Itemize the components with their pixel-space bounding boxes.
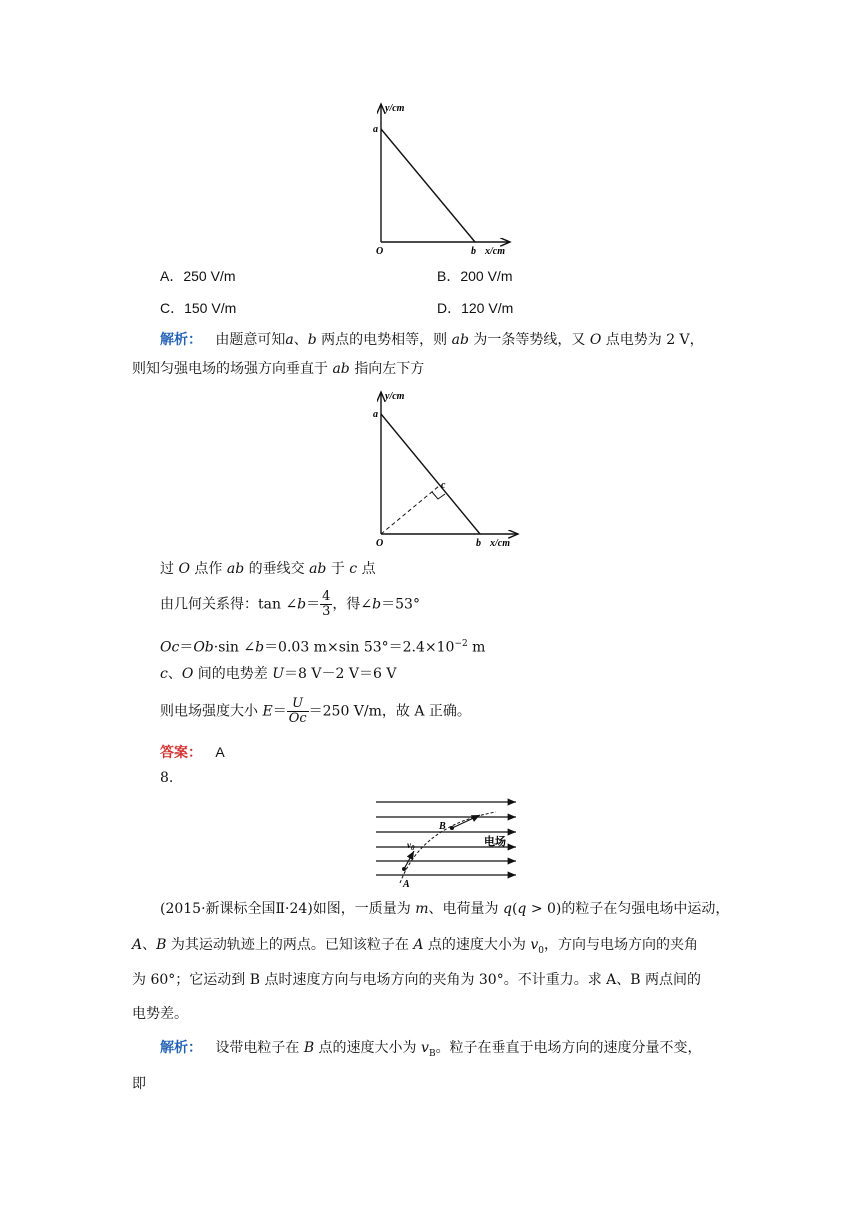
field-label: 电场 xyxy=(484,836,506,848)
q8-line3: 为 60°；它运动到 B 点时速度方向与电场方向的夹角为 30°。不计重力。求 A、B 两点间的 xyxy=(132,972,702,988)
question-number: 8. xyxy=(160,770,174,786)
option-a: A．250 V/m xyxy=(160,268,236,284)
analysis2-line2: 即 xyxy=(132,1076,146,1092)
analysis1-line1: 解析： 由题意可知a、b 两点的电势相等，则 ab 为一条等势线，又 O 点电势为 2 V， xyxy=(160,331,704,348)
figure-triangle-2 xyxy=(368,388,528,550)
option-d: D．120 V/m xyxy=(437,300,514,316)
point-a-label: a xyxy=(373,409,378,420)
option-b: B．200 V/m xyxy=(437,268,513,284)
y-axis-label: y/cm xyxy=(385,391,405,402)
point-b xyxy=(450,826,454,830)
answer-line xyxy=(160,741,225,764)
option-c: C．150 V/m xyxy=(160,300,237,316)
line-ab xyxy=(381,129,475,242)
point-b-label: b xyxy=(476,538,481,549)
perpendicular-oc xyxy=(381,486,439,534)
v0-label: $v_0$ xyxy=(407,840,415,852)
point-a-label: a xyxy=(373,124,378,135)
fraction-4-3: $\frac{4}{3}$ xyxy=(322,589,331,619)
analysis1-line2: 则知匀强电场的场强方向垂直于 ab 指向左下方 xyxy=(132,361,425,377)
answer-label: 答案： xyxy=(160,744,202,760)
point-a xyxy=(402,867,406,871)
step-3: Oc＝Ob·sin ∠b＝0.03 m×sin $53^\circ=2.4\times 10^{-2}$ m xyxy=(160,639,486,656)
fraction-u-oc: $\frac{U}{Oc}$ xyxy=(288,696,307,726)
x-axis-label: x/cm xyxy=(485,246,505,257)
right-angle-mark xyxy=(432,492,445,499)
q8-line1: (2015·新课标全国Ⅱ·24)如图，一质量为 m、电荷量为 q(q > 0)的粒子在匀强电场中运动， xyxy=(160,901,730,917)
analysis-label-2: 解析： xyxy=(160,1039,202,1055)
point-b-label: B xyxy=(439,821,446,832)
figure-electric-field xyxy=(372,795,522,890)
origin-label: O xyxy=(376,538,384,549)
answer-value: A xyxy=(215,744,225,760)
point-b-label: b xyxy=(471,246,476,257)
step-5: 则电场强度大小 E＝ $\frac{U}{Oc}$ ＝250 V/m，故 A 正确。 xyxy=(160,696,471,726)
line-ab xyxy=(381,414,480,534)
q8-line4: 电势差。 xyxy=(132,1006,188,1022)
origin-label: O xyxy=(376,246,384,257)
point-a-label: A xyxy=(403,879,410,890)
point-c-label: c xyxy=(441,480,446,491)
step-1: 过 O 点作 ab 的垂线交 ab 于 c 点 xyxy=(160,561,376,577)
analysis-label: 解析： xyxy=(160,331,202,347)
figure-triangle-1 xyxy=(368,100,518,260)
q8-line2: A、B 为其运动轨迹上的两点。已知该粒子在 A 点的速度大小为 $v_0$，方向与电场方向的夹角 xyxy=(132,937,699,956)
step-2: 由几何关系得：tan ∠b＝ $\frac{4}{3}$ ，得∠b＝53° xyxy=(160,589,420,619)
analysis2-line1: 解析： 设带电粒子在 B 点的速度大小为 $v_B$。粒子在垂直于电场方向的速度分量不变， xyxy=(160,1039,702,1059)
y-axis-label: y/cm xyxy=(385,103,405,114)
step-4: c、O 间的电势差 U＝8 V－2 V＝6 V xyxy=(160,666,397,682)
x-axis-label: x/cm xyxy=(490,538,510,549)
